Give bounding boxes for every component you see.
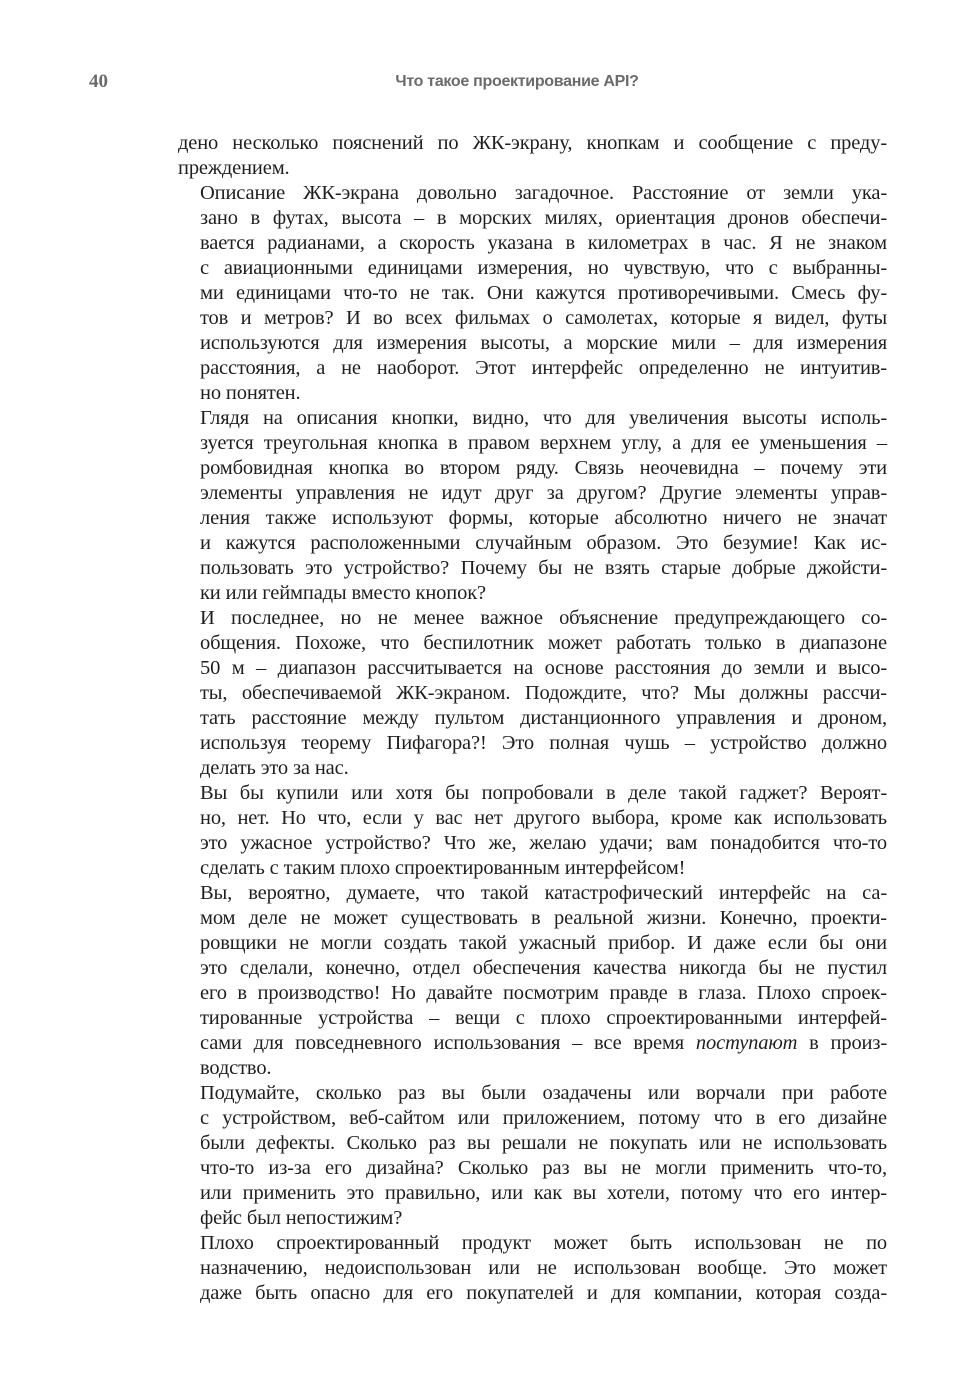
text-line: пользовать это устройство? Почему бы не взять старые добрые джойсти-: [200, 557, 887, 579]
text-line: или применить это правильно, или как вы хотели, потому что его интер-: [200, 1182, 887, 1204]
text-line: ты, обеспечиваемой ЖК-экраном. Подождите, что? Мы должны рассчи-: [200, 682, 887, 704]
text-line: это ужасное устройство? Что же, желаю удачи; вам понадобится что-то: [200, 832, 887, 854]
text-line: это сделали, конечно, отдел обеспечения качества никогда бы не пустил: [200, 957, 887, 979]
text-segment: сами для повседневного использования – все время: [200, 1032, 696, 1054]
paragraph-8: [178, 1231, 887, 1306]
paragraph-1: [178, 131, 887, 181]
text-line: Вы, вероятно, думаете, что такой катастрофический интерфейс на са-: [200, 882, 887, 904]
text-line: сделать с таким плохо спроектированным интерфейсом!: [200, 857, 686, 879]
text-line: тированные устройства – вещи с плохо спроектированными интерфей-: [200, 1007, 887, 1029]
text-line: И последнее, но не менее важное объяснение предупреждающего со-: [200, 607, 887, 629]
text-line: но понятен.: [200, 382, 301, 404]
paragraph-2: [178, 181, 887, 406]
paragraph-7: [178, 1081, 887, 1231]
text-line: элементы управления не идут друг за другом? Другие элементы управ-: [200, 482, 887, 504]
body-text: [178, 131, 887, 1306]
text-line: Вы бы купили или хотя бы попробовали в деле такой гаджет? Вероят-: [200, 782, 887, 804]
paragraph-6: [178, 881, 887, 1081]
text-line: общения. Похоже, что беспилотник может работать только в диапазоне: [200, 632, 887, 654]
text-line: ровщики не могли создать такой ужасный прибор. И даже если бы они: [200, 932, 887, 954]
text-line-with-emphasis: [178, 1031, 887, 1056]
text-line: Подумайте, сколько раз вы были озадачены или ворчали при работе: [200, 1082, 887, 1104]
text-line: Плохо спроектированный продукт может быть использован не по: [200, 1232, 887, 1254]
paragraph-3: [178, 406, 887, 606]
text-line: используя теорему Пифагора?! Это полная чушь – устройство должно: [200, 732, 887, 754]
page-number: 40: [89, 71, 108, 92]
text-line: зуется треугольная кнопка в правом верхнем углу, а для ее уменьшения –: [200, 432, 887, 454]
text-line: но, нет. Но что, если у вас нет другого выбора, кроме как использовать: [200, 807, 887, 829]
text-line: мом деле не может существовать в реальной жизни. Конечно, проекти-: [200, 907, 887, 929]
text-line: тать расстояние между пультом дистанционного управления и дроном,: [200, 707, 887, 729]
text-line: назначению, недоиспользован или не использован вообще. Это может: [200, 1257, 887, 1279]
paragraph-4: [178, 606, 887, 781]
text-line: даже быть опасно для его покупателей и для компании, которая созда-: [200, 1282, 887, 1304]
text-line: зано в футах, высота – в морских милях, ориентация дронов обеспечи-: [200, 207, 887, 229]
text-line: ромбовидная кнопка во втором ряду. Связь неочевидна – почему эти: [200, 457, 887, 479]
text-line: ки или геймпады вместо кнопок?: [200, 582, 486, 604]
text-line: Описание ЖК-экрана довольно загадочное. Расстояние от земли ука-: [200, 182, 887, 204]
text-segment: в произ-: [797, 1032, 887, 1054]
text-line: дено несколько пояснений по ЖК-экрану, кнопкам и сообщение с преду-: [178, 132, 887, 154]
text-line: были дефекты. Сколько раз вы решали не покупать или не использовать: [200, 1132, 887, 1154]
text-line: Глядя на описания кнопки, видно, что для увеличения высоты исполь-: [200, 407, 887, 429]
text-line: и кажутся расположенными случайным образом. Это безумие! Как ис-: [200, 532, 887, 554]
text-line: ления также используют формы, которые абсолютно ничего не значат: [200, 507, 887, 529]
text-line: используются для измерения высоты, а морские мили – для измерения: [200, 332, 887, 354]
text-line: с авиационными единицами измерения, но чувствую, что с выбранны-: [200, 257, 887, 279]
text-line: его в производство! Но давайте посмотрим правде в глаза. Плохо спроек-: [200, 982, 887, 1004]
running-title: Что такое проектирование API?: [395, 73, 639, 90]
text-line: что-то из-за его дизайна? Сколько раз вы не могли применить что-то,: [200, 1157, 887, 1179]
text-line: 50 м – диапазон рассчитывается на основе расстояния до земли и высо-: [200, 657, 887, 679]
emphasized-word: поступают: [695, 1032, 798, 1054]
text-line: фейс был непостижим?: [200, 1207, 403, 1229]
text-line: тов и метров? И во всех фильмах о самолетах, которые я видел, футы: [200, 307, 887, 329]
paragraph-5: [178, 781, 887, 881]
text-line: ми единицами что-то не так. Они кажутся противоречивыми. Смесь фу-: [200, 282, 887, 304]
text-line: водство.: [200, 1057, 272, 1079]
text-line: вается радианами, а скорость указана в километрах в час. Я не знаком: [200, 232, 887, 254]
text-line: расстояния, а не наоборот. Этот интерфейс определенно не интуитив-: [200, 357, 887, 379]
text-line: делать это за нас.: [200, 757, 349, 779]
text-line: с устройством, веб-сайтом или приложением, потому что в его дизайне: [200, 1107, 887, 1129]
text-line: преждением.: [178, 157, 290, 179]
